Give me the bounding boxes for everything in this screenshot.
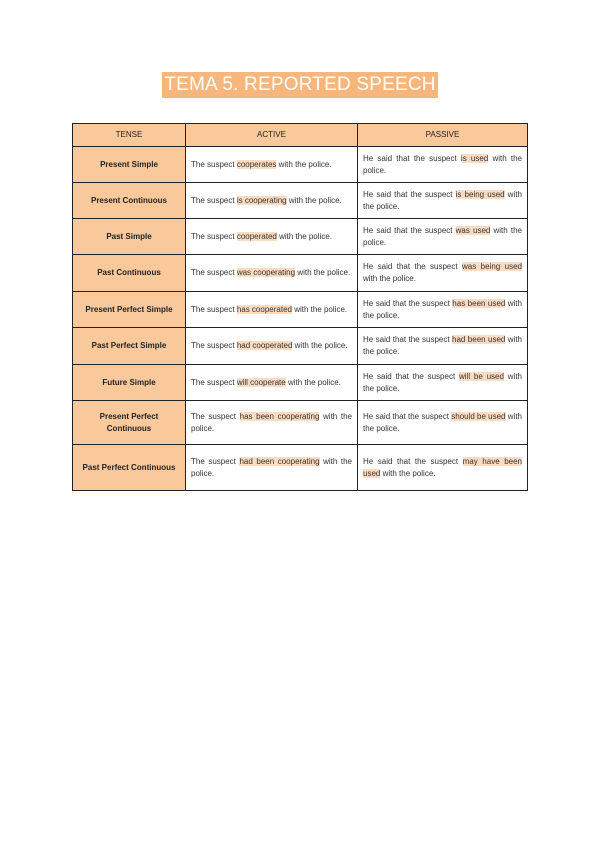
table-row: [73, 147, 528, 183]
table-body: [73, 147, 528, 491]
passive-pre-text: He said that the suspect: [363, 371, 459, 381]
tense-cell: Past Perfect Simple: [73, 328, 186, 365]
active-post-text: with the police.: [276, 159, 332, 169]
active-cell: [186, 445, 358, 491]
active-cell: [186, 219, 358, 255]
active-verb-highlight: has been cooperating: [239, 411, 320, 421]
active-verb-highlight: cooperated: [236, 231, 277, 241]
active-verb-highlight: cooperates: [236, 159, 277, 169]
active-cell: [186, 255, 358, 292]
active-post-text: with the police.: [285, 377, 341, 387]
passive-verb-highlight: has been used: [452, 298, 506, 308]
passive-verb-highlight: is used: [460, 153, 489, 163]
active-post-text: with the police.: [295, 268, 351, 277]
tense-cell: Present Perfect Continuous: [73, 401, 186, 445]
tenses-table: [72, 123, 528, 491]
active-post-text: with the police.: [291, 304, 348, 314]
passive-cell: [358, 365, 528, 401]
table-row: [73, 219, 528, 255]
active-cell: [186, 292, 358, 328]
active-cell: [186, 328, 358, 365]
active-post-text: with the police.: [286, 195, 342, 205]
active-verb-highlight: will cooperate: [236, 377, 286, 387]
table-row: [73, 445, 528, 491]
passive-pre-text: He said that the suspect: [363, 225, 456, 235]
active-pre-text: The suspect: [191, 231, 237, 241]
active-pre-text: The suspect: [191, 195, 237, 205]
active-cell: [186, 183, 358, 219]
header-passive: PASSIVE: [358, 124, 528, 147]
title-wrapper: [0, 72, 600, 98]
active-cell: [186, 401, 358, 445]
active-verb-highlight: is cooperating: [236, 195, 287, 205]
tense-cell: Past Simple: [73, 219, 186, 255]
passive-cell: [358, 401, 528, 445]
passive-pre-text: He said that the suspect: [363, 335, 453, 344]
tense-cell: Present Continuous: [73, 183, 186, 219]
active-post-text: with the police.: [276, 231, 332, 241]
passive-post-text: with the police.: [363, 371, 522, 393]
table-row: [73, 292, 528, 328]
tense-cell: Future Simple: [73, 365, 186, 401]
active-post-text: with the police.: [191, 456, 352, 478]
table-row: [73, 365, 528, 401]
tense-cell: Present Simple: [73, 147, 186, 183]
passive-verb-highlight: was being used: [462, 262, 522, 271]
passive-verb-highlight: is being used: [455, 189, 505, 199]
header-tense: TENSE: [73, 124, 186, 147]
passive-cell: [358, 328, 528, 365]
header-active: ACTIVE: [186, 124, 358, 147]
passive-post-text: with the police.: [363, 153, 522, 175]
passive-verb-highlight: should be used: [451, 411, 506, 421]
tense-cell: Past Continuous: [73, 255, 186, 292]
active-pre-text: The suspect: [191, 268, 237, 277]
passive-cell: [358, 292, 528, 328]
passive-cell: [358, 219, 528, 255]
active-cell: [186, 365, 358, 401]
passive-cell: [358, 147, 528, 183]
table-row: [73, 183, 528, 219]
active-verb-highlight: had been cooperating: [239, 456, 320, 466]
active-pre-text: The suspect: [191, 456, 240, 466]
passive-verb-highlight: may have been used: [363, 456, 522, 478]
active-post-text: with the police.: [292, 341, 348, 350]
passive-verb-highlight: had been used: [452, 335, 506, 344]
active-pre-text: The suspect: [191, 159, 237, 169]
passive-post-text: with the police.: [380, 468, 436, 478]
passive-verb-highlight: will be used: [458, 371, 504, 381]
passive-pre-text: He said that the suspect: [363, 262, 463, 271]
passive-post-text: with the police.: [363, 298, 522, 320]
passive-pre-text: He said that the suspect: [363, 456, 463, 466]
passive-post-text: with the police.: [363, 411, 522, 433]
passive-pre-text: He said that the suspect: [363, 153, 461, 163]
active-pre-text: The suspect: [191, 341, 237, 350]
tense-cell: Past Perfect Continuous: [73, 445, 186, 491]
passive-cell: [358, 255, 528, 292]
active-verb-highlight: had cooperated: [236, 341, 293, 350]
table-row: [73, 401, 528, 445]
table-row: [73, 328, 528, 365]
page-title: TEMA 5. REPORTED SPEECH: [162, 72, 437, 98]
active-post-text: with the police.: [191, 411, 352, 433]
passive-post-text: with the police.: [363, 225, 522, 247]
passive-cell: [358, 183, 528, 219]
active-pre-text: The suspect: [191, 304, 237, 314]
active-pre-text: The suspect: [191, 377, 237, 387]
passive-post-text: with the police.: [363, 189, 522, 211]
passive-pre-text: He said that the suspect: [363, 298, 453, 308]
active-verb-highlight: has cooperated: [236, 304, 292, 314]
passive-cell: [358, 445, 528, 491]
passive-post-text: with the police.: [363, 335, 523, 356]
passive-verb-highlight: was used: [455, 225, 491, 235]
table-row: [73, 255, 528, 292]
active-cell: [186, 147, 358, 183]
passive-pre-text: He said that the suspect: [363, 189, 456, 199]
tense-cell: Present Perfect Simple: [73, 292, 186, 328]
active-pre-text: The suspect: [191, 411, 240, 421]
table-header-row: [73, 124, 528, 147]
active-verb-highlight: was cooperating: [236, 268, 296, 277]
passive-post-text: with the police.: [363, 274, 416, 283]
passive-pre-text: He said that the suspect: [363, 411, 452, 421]
